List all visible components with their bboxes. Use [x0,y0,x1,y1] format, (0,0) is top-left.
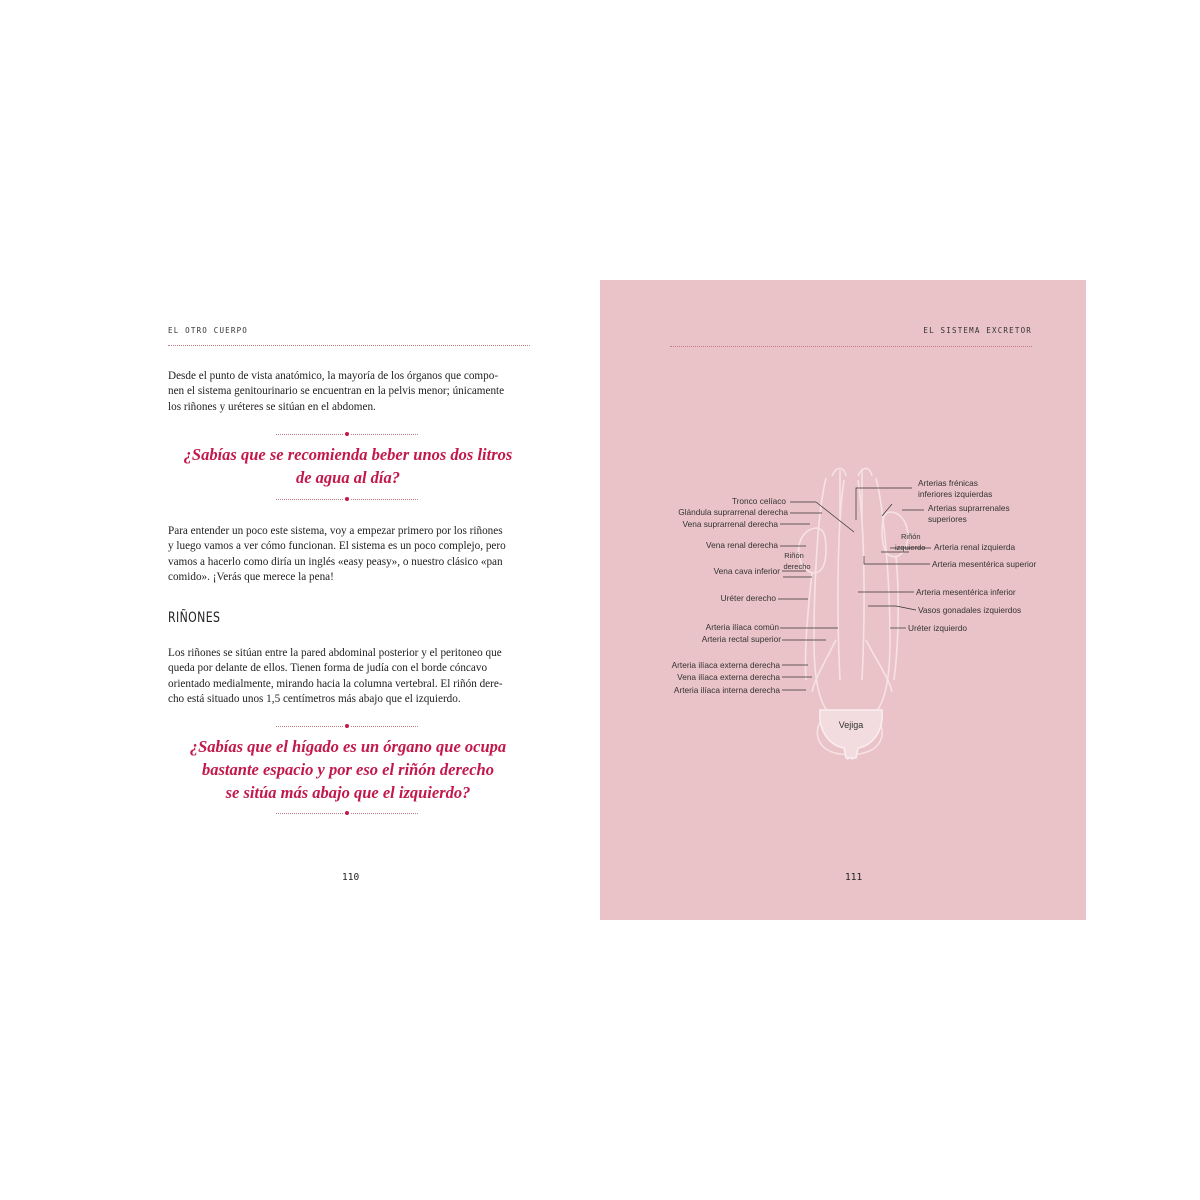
header-rule-left [168,345,530,346]
label-arteria-rectal-superior: Arteria rectal superior [701,634,781,644]
para2-line-2: y luego vamos a ver cómo funcionan. El sistema es un poco complejo, pero [168,540,506,553]
label-arteria-iliaca-comun: Arteria ilíaca común [705,622,779,632]
label-ureter-izquierdo: Uréter izquierdo [908,623,968,633]
para2-line-1: Para entender un poco este sistema, voy a empezar primero por los riñones [168,525,503,537]
intro-line-1: Desde el punto de vista anatómico, la mayoría de los órganos que compo- [168,370,499,382]
section-heading-rinones: RIÑONES [168,610,221,626]
left-page [118,280,598,920]
label-arteria-iliaca-interna-derecha: Arteria ilíaca interna derecha [673,685,780,695]
para3-line-2: queda por delante de ellos. Tienen forma de judía con el borde cóncavo [168,662,488,675]
urinary-system-diagram [600,280,1086,920]
label-ureter-derecho: Uréter derecho [720,593,776,603]
callout-liver-line-3: se sitúa más abajo que el izquierdo? [225,783,471,802]
leader-lines [778,488,931,690]
intro-line-3: los riñones y uréteres se sitúan en el abdomen. [168,400,376,413]
callout-water-line-1: ¿Sabías que se recomienda beber unos dos litros [183,445,513,464]
page-number-right: 111 [845,872,863,883]
right-page [600,280,1086,920]
callout-liver-line-1: ¿Sabías que el hígado es un órgano que ocupa [189,737,507,756]
para3-line-1: Los riñones se sitúan entre la pared abdominal posterior y el peritoneo que [168,647,502,659]
label-arteria-iliaca-externa-derecha: Arteria ilíaca externa derecha [671,660,780,670]
label-rinon-derecho-2: derecho [783,562,811,571]
label-arterias-suprarrenales-1: Arterias suprarrenales [928,503,1010,513]
ornament-divider-top-2 [276,723,418,731]
label-vena-renal-derecha: Vena renal derecha [706,540,778,550]
label-rinon-derecho-1: Riñón [784,551,804,560]
label-arteria-mesenterica-inferior: Arteria mesentérica inferior [916,587,1016,597]
para3-line-4: cho está situado unos 1,5 centímetros más abajo que el izquierdo. [168,692,461,705]
label-arteria-mesenterica-superior: Arteria mesentérica superior [932,559,1037,569]
para2-line-4: comido». ¡Verás que merece la pena! [168,570,334,583]
paragraph-intro-system [168,524,534,585]
ornament-divider-top-1 [276,431,418,439]
paragraph-kidneys [168,646,534,707]
label-vena-cava-inferior: Vena cava inferior [713,566,780,576]
callout-liver [158,735,538,804]
para3-line-3: orientado medialmente, mirando hacia la columna vertebral. El riñón dere- [168,677,503,690]
label-tronco-celiaco: Tronco celíaco [731,496,786,506]
label-vejiga: Vejiga [838,720,864,730]
callout-liver-line-2: bastante espacio y por eso el riñón derecho [202,760,494,779]
intro-paragraph [168,369,534,415]
label-glandula-suprarrenal-derecha: Glándula suprarrenal derecha [678,507,788,517]
label-arteria-renal-izquierda: Arteria renal izquierda [934,542,1016,552]
running-head-right: EL SISTEMA EXCRETOR [923,326,1032,335]
label-vasos-gonadales-izquierdos: Vasos gonadales izquierdos [918,605,1022,615]
label-rinon-izquierdo-1: Riñón [901,532,921,541]
ornament-divider-bottom-1 [276,496,418,504]
label-arterias-frenicas-2: inferiores izquierdas [918,489,993,499]
running-head-left: EL OTRO CUERPO [168,326,249,335]
label-rinon-izquierdo-2: izquierdo [895,543,926,552]
label-vena-iliaca-externa-derecha: Vena ilíaca externa derecha [677,672,780,682]
ornament-divider-bottom-2 [276,810,418,818]
page-number-left: 110 [342,872,360,883]
label-arterias-frenicas-1: Arterias frénicas [918,478,978,488]
label-vena-suprarrenal-derecha: Vena suprarrenal derecha [682,519,778,529]
intro-line-2: nen el sistema genitourinario se encuentran en la pelvis menor; únicamente [168,385,505,398]
callout-water-line-2: de agua al día? [295,468,401,487]
label-arterias-suprarrenales-2: superiores [928,514,967,524]
para2-line-3: vamos a hacerlo como diría un inglés «easy peasy», o nuestro clásico «pan [168,555,503,568]
callout-water [158,443,538,489]
